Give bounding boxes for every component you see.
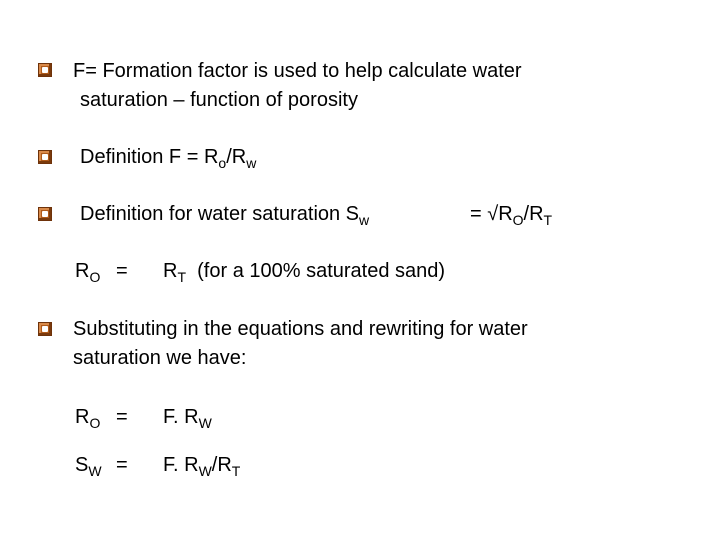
eq2-rhs — [163, 453, 240, 477]
bullet4-line2: saturation we have: — [73, 347, 247, 369]
bullet4-line1: Substituting in the equations and rewriting for water — [73, 318, 528, 340]
ro-r: R — [75, 260, 90, 282]
bullet3-mid: /R — [523, 203, 544, 225]
bullet3-equation — [470, 202, 552, 226]
bullet2-mid: /R — [226, 146, 247, 168]
bullet3-text — [80, 202, 369, 226]
bullet-square-icon — [38, 63, 52, 77]
bullet-square-icon — [38, 322, 52, 336]
eq1-l: R — [75, 406, 90, 428]
eq2-lsub: W — [88, 463, 102, 479]
bullet2-sub2: w — [246, 155, 257, 171]
eq2-equals: = — [116, 454, 128, 476]
eq2-r2: /R — [211, 454, 232, 476]
ro-note: (for a 100% saturated sand) — [197, 260, 446, 282]
bullet3-sub2: O — [512, 212, 524, 228]
bullet2-sub1: o — [218, 155, 227, 171]
eq1-lhs — [75, 405, 100, 429]
eq1-lsub: O — [89, 415, 101, 431]
bullet3-sub1: w — [359, 212, 370, 228]
bullet3-prefix: Definition for water saturation S — [80, 203, 360, 225]
eq1-r: F. R — [163, 406, 199, 428]
eq2-r2sub: T — [231, 463, 241, 479]
bullet2-text — [80, 145, 256, 169]
bullet3-sub3: T — [543, 212, 553, 228]
ro-label — [75, 259, 100, 283]
eq1-rsub: W — [198, 415, 212, 431]
eq1-equals: = — [116, 406, 128, 428]
eq2-r: F. R — [163, 454, 199, 476]
bullet-square-icon — [38, 150, 52, 164]
ro-rhs — [163, 259, 445, 283]
eq2-rsub: W — [198, 463, 212, 479]
bullet3-eq: = √R — [470, 203, 513, 225]
bullet1-line2: saturation – function of porosity — [80, 89, 358, 111]
eq2-lhs — [75, 453, 102, 477]
ro-equals: = — [116, 260, 128, 282]
bullet1-line1: F= Formation factor is used to help calculate water — [73, 60, 522, 82]
ro-r2: R — [163, 260, 178, 282]
bullet2-prefix: Definition F = R — [80, 146, 219, 168]
eq1-rhs — [163, 405, 212, 429]
eq2-l: S — [75, 454, 89, 476]
ro-sub2: T — [177, 269, 187, 285]
bullet-square-icon — [38, 207, 52, 221]
ro-sub: O — [89, 269, 101, 285]
